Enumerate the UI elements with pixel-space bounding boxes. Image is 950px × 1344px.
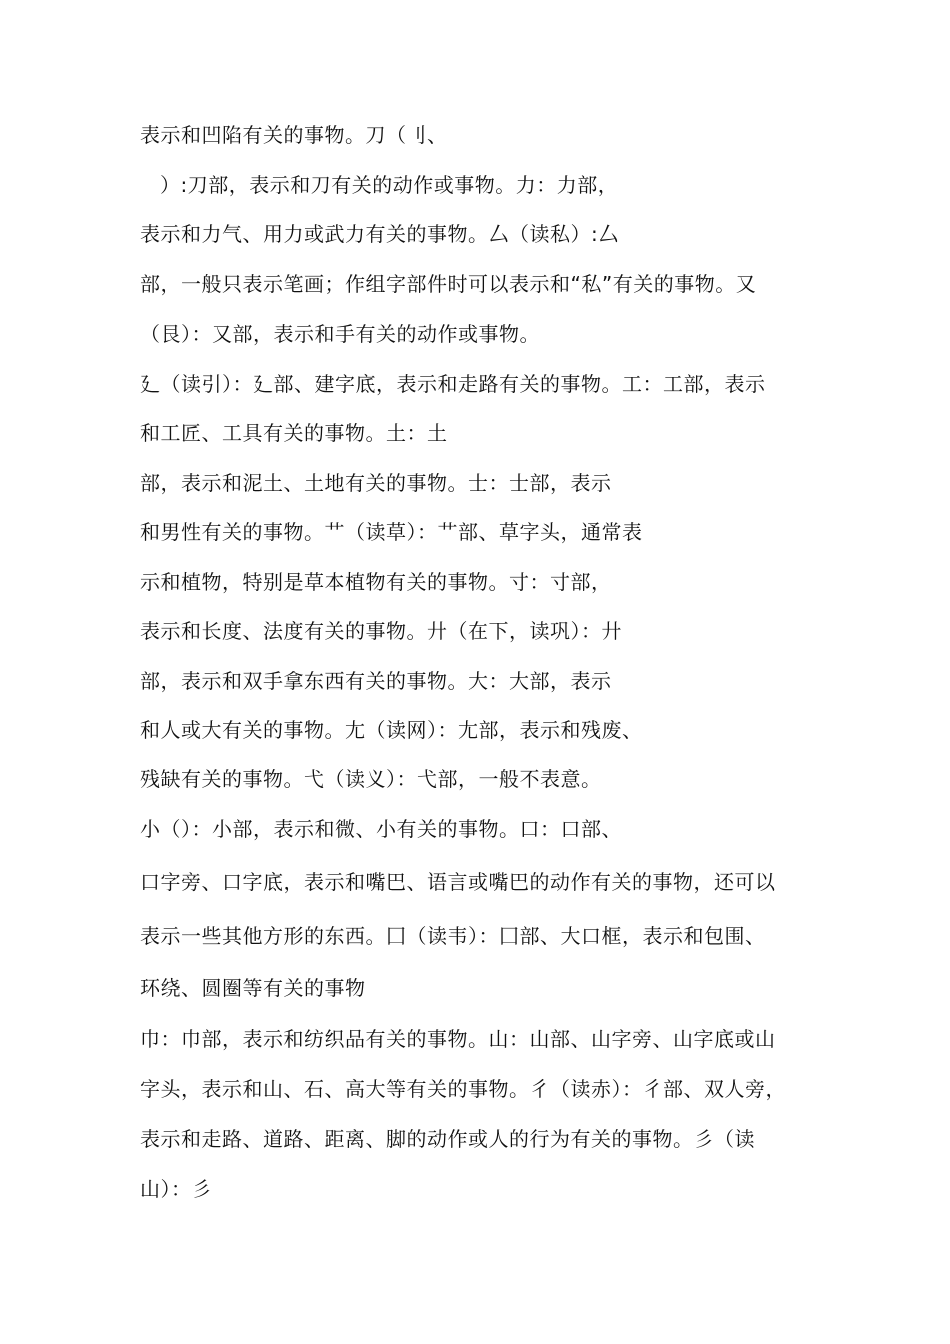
- text-line: 表示一些其他方形的东西。囗（读韦）：囗部、大口框，表示和包围、: [140, 924, 766, 948]
- text-line: 廴（读引）：廴部、建字底，表示和走路有关的事物。工：工部，表示: [140, 372, 766, 396]
- text-line: 表示和力气、用力或武力有关的事物。厶（读私）:厶: [140, 222, 619, 246]
- text-line: 部，表示和双手拿东西有关的事物。大：大部，表示: [140, 669, 612, 693]
- text-line: 和男性有关的事物。艹（读草）：艹部、草字头，通常表: [140, 520, 643, 544]
- text-line: 部，一般只表示笔画；作组字部件时可以表示和“私”有关的事物。又: [140, 272, 757, 296]
- text-line: 字头，表示和山、石、高大等有关的事物。彳（读赤）：彳部、双人旁，: [140, 1077, 786, 1101]
- text-line: 示和植物，特别是草本植物有关的事物。寸：寸部，: [140, 570, 612, 594]
- text-line: 残缺有关的事物。弋（读义）：弋部，一般不表意。: [140, 767, 602, 791]
- text-line: 表示和长度、法度有关的事物。廾（在下，读巩）：廾: [140, 619, 622, 643]
- text-line: ）:刀部，表示和刀有关的动作或事物。力：力部，: [160, 173, 619, 197]
- text-line: 口字旁、口字底，表示和嘴巴、语言或嘴巴的动作有关的事物，还可以: [140, 870, 776, 894]
- text-line: 环绕、圆圈等有关的事物: [140, 976, 366, 1000]
- text-line: 小（）：小部，表示和微、小有关的事物。口：口部、: [140, 817, 622, 841]
- text-line: 表示和凹陷有关的事物。刀（刂、: [140, 123, 448, 147]
- text-line: 和工匠、工具有关的事物。土：土: [140, 421, 448, 445]
- text-line: 巾：巾部，表示和纺织品有关的事物。山：山部、山字旁、山字底或山: [140, 1027, 776, 1051]
- text-line: 和人或大有关的事物。尢（读网）：尢部，表示和残废、: [140, 718, 643, 742]
- text-line: 部，表示和泥土、土地有关的事物。士：士部，表示: [140, 471, 612, 495]
- text-line: 表示和走路、道路、距离、脚的动作或人的行为有关的事物。彡（读: [140, 1127, 755, 1151]
- text-line: （艮）：又部，表示和手有关的动作或事物。: [140, 322, 540, 346]
- text-line: 山）：彡: [140, 1177, 212, 1201]
